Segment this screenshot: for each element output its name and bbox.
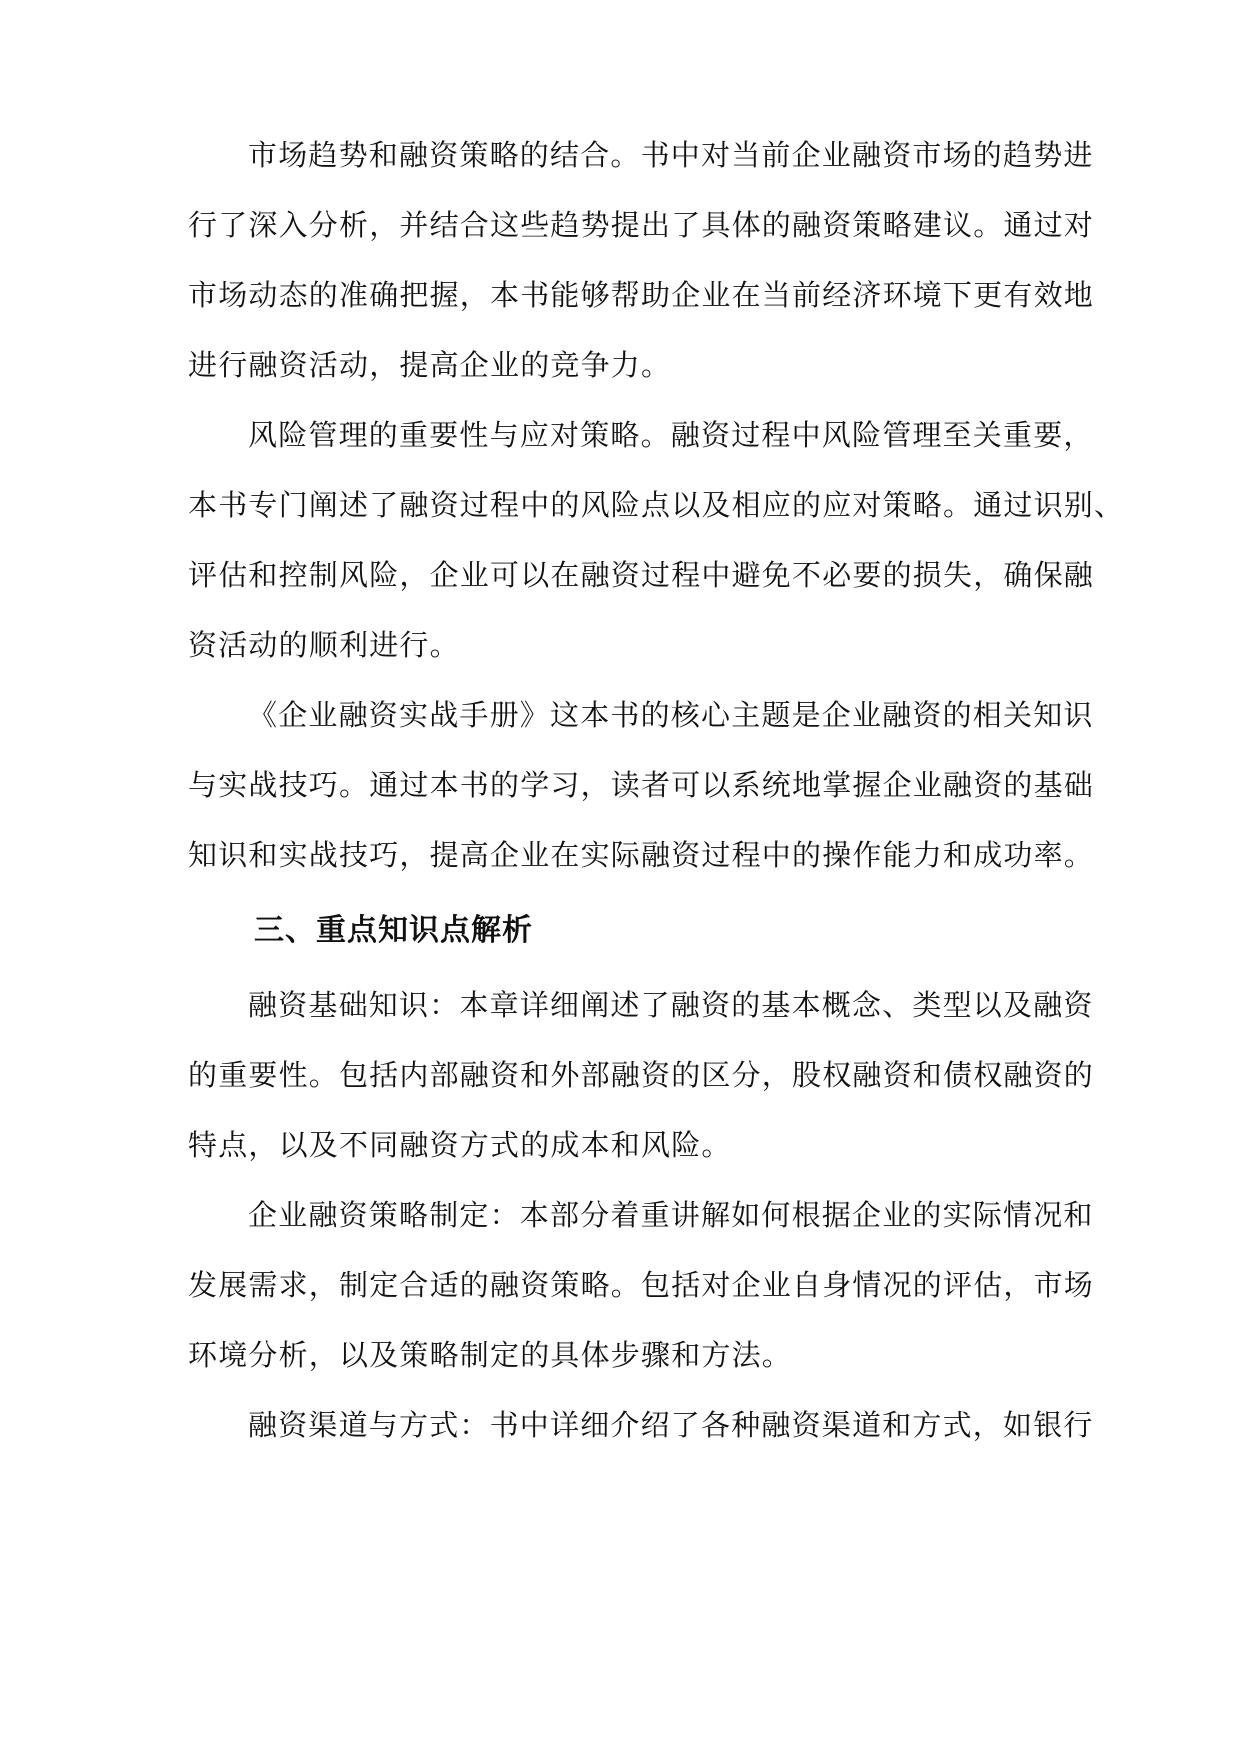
paragraph-line: 发展需求，制定合适的融资策略。包括对企业自身情况的评估，市场 bbox=[188, 1268, 1095, 1302]
section-heading: 三、重点知识点解析 bbox=[254, 913, 533, 948]
paragraph-line: 本书专门阐述了融资过程中的风险点以及相应的应对策略。通过识别、 bbox=[188, 488, 1125, 522]
paragraph-line: 《企业融资实战手册》这本书的核心主题是企业融资的相关知识 bbox=[248, 698, 1094, 732]
paragraph-line: 特点，以及不同融资方式的成本和风险。 bbox=[188, 1128, 732, 1162]
paragraph-line: 融资渠道与方式：书中详细介绍了各种融资渠道和方式，如银行 bbox=[248, 1408, 1094, 1442]
paragraph-line: 评估和控制风险，企业可以在融资过程中避免不必要的损失，确保融 bbox=[188, 558, 1095, 592]
paragraph-line: 企业融资策略制定：本部分着重讲解如何根据企业的实际情况和 bbox=[248, 1198, 1094, 1232]
paragraph-line: 环境分析，以及策略制定的具体步骤和方法。 bbox=[188, 1338, 793, 1372]
paragraph-line: 市场趋势和融资策略的结合。书中对当前企业融资市场的趋势进 bbox=[248, 138, 1094, 172]
paragraph-line: 市场动态的准确把握，本书能够帮助企业在当前经济环境下更有效地 bbox=[188, 278, 1095, 312]
paragraph-line: 与实战技巧。通过本书的学习，读者可以系统地掌握企业融资的基础 bbox=[188, 768, 1095, 802]
paragraph-line: 知识和实战技巧，提高企业在实际融资过程中的操作能力和成功率。 bbox=[188, 838, 1095, 872]
paragraph-line: 进行融资活动，提高企业的竞争力。 bbox=[188, 348, 672, 382]
paragraph-line: 融资基础知识：本章详细阐述了融资的基本概念、类型以及融资 bbox=[248, 988, 1094, 1022]
paragraph-line: 行了深入分析，并结合这些趋势提出了具体的融资策略建议。通过对 bbox=[188, 208, 1095, 242]
paragraph-line: 风险管理的重要性与应对策略。融资过程中风险管理至关重要， bbox=[248, 418, 1094, 452]
paragraph-line: 资活动的顺利进行。 bbox=[188, 628, 460, 662]
paragraph-line: 的重要性。包括内部融资和外部融资的区分，股权融资和债权融资的 bbox=[188, 1058, 1095, 1092]
